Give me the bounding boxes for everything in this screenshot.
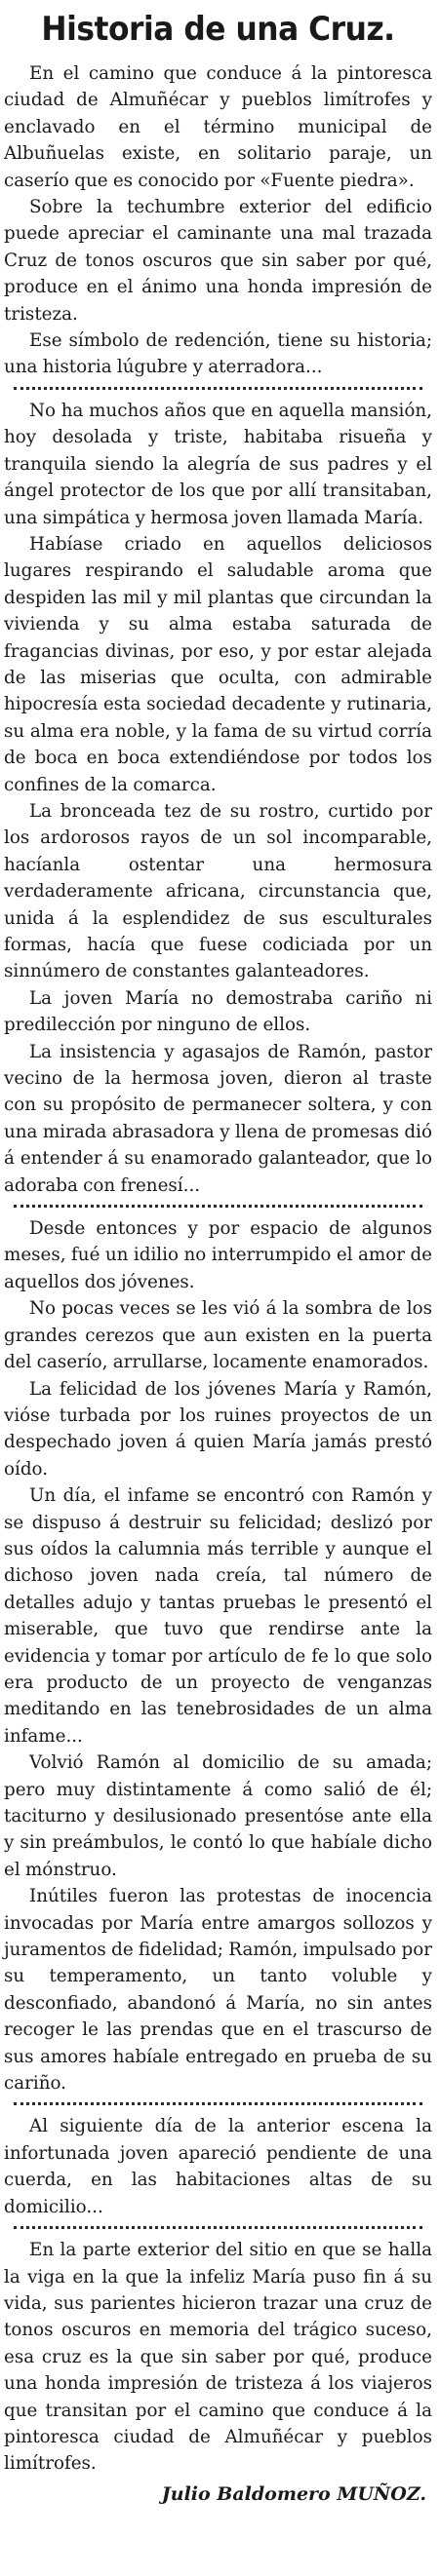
article-body — [4, 60, 432, 2478]
article-paragraph: Ese símbolo de redención, tiene su historia; una historia lúgubre y aterradora... — [4, 330, 432, 378]
article-paragraph: La insistencia y agasajos de Ramón, pastor vecino de la hermosa joven, dieron al traste con su propósito de permanecer soltera, y con una mirada abrasadora y llena de promesas dió á entender á su enamorado galanteador, que lo adoraba con frenesí... — [4, 1041, 432, 1196]
article-paragraph: Sobre la techumbre exterior del edificio puede apreciar el caminante una mal trazada Cruz de tonos oscuros que sin saber por qué, produce en el ánimo una honda impresión de tristeza. — [4, 197, 432, 325]
article-paragraph: Desde entonces y por espacio de algunos meses, fué un idilio no interrumpido el amor de aquellos dos jóvenes. — [4, 1218, 432, 1292]
section-divider — [14, 2226, 422, 2229]
section-divider — [14, 2102, 422, 2105]
section-divider — [14, 1205, 422, 1208]
article-paragraph: Un día, el infame se encontró con Ramón y se dispuso á destruir su felicidad; deslizó por sus oídos la calumnia más terrible y aunque el dichoso joven nada creía, tal número de detalles adujo y tantas pruebas le presentó el miserable, que tuvo que rendirse ante la evidencia y tomar por artículo de fe lo que solo era producto de un proyecto de venganzas meditando en las tenebrosidades de un alma infame... — [4, 1485, 432, 1747]
article-section — [4, 60, 432, 381]
article-paragraph: Inútiles fueron las protestas de inocencia invocadas por María entre amargos sollozos y juramentos de fidelidad; Ramón, impulsado por su temperamento, un tanto voluble y desconfiado, abandonó á María, no sin antes recoger le las prendas que en el trascurso de sus amores habíale entregado en prueba de su cariño. — [4, 1886, 432, 2095]
article-paragraph: Habíase criado en aquellos deliciosos lugares respirando el saludable aroma que despiden las mil y mil plantas que circundan la vivienda y su alma estaba saturada de fragancias divinas, por eso, y por estar alejada de las miserias que oculta, con admirable hipocresía esta sociedad decadente y rutinaria, su alma era noble, y la fama de su virtud corría de boca en boca extendiéndose por todos los confines de la comarca. — [4, 533, 432, 795]
article-paragraph: No ha muchos años que en aquella mansión, hoy desolada y triste, habitaba risueña y tranquila siendo la alegría de sus padres y el ángel protector de los que por allí transitaban, una simpática y hermosa joven llamada María. — [4, 400, 432, 528]
article-section — [4, 398, 432, 1199]
article-section — [4, 1215, 432, 2096]
section-divider — [14, 387, 422, 390]
article-title: Historia de una Cruz. — [41, 10, 395, 49]
author-signature: Julio Baldomero MUÑOZ. — [161, 2482, 426, 2505]
article-paragraph: En la parte exterior del sitio en que se halla la viga en la que la infeliz María puso fin á su vida, sus parientes hicieron trazar una cruz de tonos oscuros en memoria del trágico suceso, esa cruz es la que sin saber por qué, produce una honda impresión de tristeza á los viajeros que transitan por el camino que conduce á la pintoresca ciudad de Almuñécar y pueblos limítrofes. — [4, 2240, 432, 2475]
article-paragraph: La joven María no demostraba cariño ni predilección por ninguno de ellos. — [4, 987, 432, 1036]
article-section — [4, 2113, 432, 2220]
article-paragraph: La bronceada tez de su rostro, curtido por los ardorosos rayos de un sol incomparable, hacíanla ostentar una hermosura verdaderamente africana, circunstancia que, unida á la esplendidez de sus esculturales formas, hacía que fuese codiciada por un sinnúmero de constantes galanteadores. — [4, 800, 432, 982]
article-paragraph: Al siguiente día de la anterior escena la infortunada joven apareció pendiente de una cuerda, en las habitaciones altas de su domicilio... — [4, 2116, 432, 2217]
article-paragraph: Volvió Ramón al domicilio de su amada; pero muy distintamente á como salió de él; taciturno y desilusionado presentóse ante ella y sin preámbulos, le contó lo que habíale dicho el mónstruo. — [4, 1752, 432, 1880]
article-section — [4, 2237, 432, 2478]
article-paragraph: No pocas veces se les vió á la sombra de los grandes cerezos que aun existen en la puerta del caserío, arrullarse, locamente enamorados. — [4, 1298, 432, 1373]
article-paragraph: En el camino que conduce á la pintoresca ciudad de Almuñécar y pueblos limítrofes y enclavado en el término municipal de Albuñuelas existe, en solitario paraje, un caserío que es conocido por «Fuente piedra». — [4, 63, 432, 191]
article-paragraph: La felicidad de los jóvenes María y Ramón, vióse turbada por los ruines proyectos de un despechado joven á quien María jamás prestó oído. — [4, 1378, 432, 1480]
